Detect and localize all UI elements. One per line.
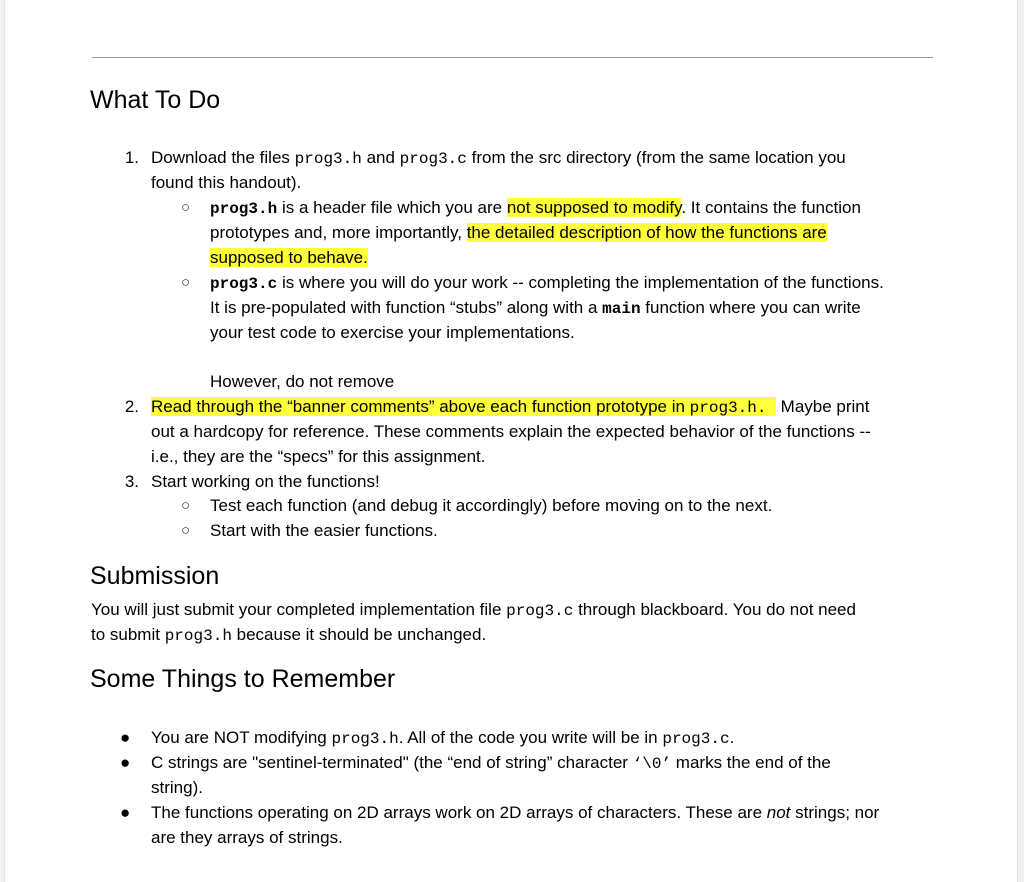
step3-line1: Start working on the functions! [151,472,380,491]
submission-line1: You will just submit your completed implementation file prog3.c through blackboard. You do not need [91,600,856,620]
disc-bullet-icon: ● [120,803,131,822]
sub2-line1: prog3.c is where you will do your work -- completing the implementation of the functions. [210,273,884,293]
highlight-behave: supposed to behave. [210,248,368,267]
step2-line2: out a hardcopy for reference. These comments explain the expected behavior of the functions -- [151,422,871,441]
disc-bullet-icon: ● [120,753,131,772]
heading-submission: Submission [90,562,220,590]
remember-b3-line2: are they arrays of strings. [151,828,343,847]
circle-bullet-icon: ○ [181,522,191,539]
step3-sub2: Start with the easier functions. [210,521,438,540]
sub1-line3 [210,245,368,270]
remember-b2-line2: string). [151,778,203,797]
highlight-description: the detailed description of how the functions are [466,223,827,242]
step2-line3: i.e., they are the “specs” for this assignment. [151,447,486,466]
code-prog3-h: prog3.h [294,150,362,168]
step2-line1: Read through the “banner comments” above each function prototype in prog3.h. Maybe print [151,397,870,417]
step3-sub1: Test each function (and debug it accordingly) before moving on to the next. [210,496,773,515]
sub1-line2: prototypes and, more importantly, the detailed description of how the functions are [210,223,827,242]
document-page [4,0,1018,882]
horizontal-rule [92,57,933,58]
sub2-line2: It is pre-populated with function “stubs” along with a main function where you can write [210,298,861,318]
remember-b1: You are NOT modifying prog3.h. All of the code you write will be in prog3.c. [151,728,735,748]
highlight-banner-comments: Read through the “banner comments” above each function prototype in prog3.h. [151,397,776,416]
list-number-2: 2. [124,397,139,416]
step1-line2: found this handout). [151,173,302,192]
sub1-line1: prog3.h is a header file which you are not supposed to modify. It contains the function [210,198,861,218]
circle-bullet-icon: ○ [181,199,191,216]
remember-b3-line1: The functions operating on 2D arrays work on 2D arrays of characters. These are not strings; nor [151,803,880,822]
circle-bullet-icon: ○ [181,497,191,514]
remember-b2-line1: C strings are "sentinel-terminated" (the “end of string” character ‘\0’ marks the end of the [151,753,831,773]
step1-line1: Download the files prog3.h and prog3.c from the src directory (from the same location you [151,148,846,168]
submission-line2: to submit prog3.h because it should be unchanged. [91,625,487,645]
heading-what-to-do: What To Do [90,86,221,114]
circle-bullet-icon: ○ [181,274,191,291]
sub2-line3: your test code to exercise your implementations. [210,323,575,342]
highlight-not-modify: not supposed to modify [506,198,682,217]
code-prog3-c: prog3.c [399,150,467,168]
list-number-1: 1. [124,148,139,167]
heading-remember: Some Things to Remember [90,665,396,693]
list-number-3: 3. [124,472,139,491]
disc-bullet-icon: ● [120,728,131,747]
however-line: However, do not remove [210,372,395,391]
